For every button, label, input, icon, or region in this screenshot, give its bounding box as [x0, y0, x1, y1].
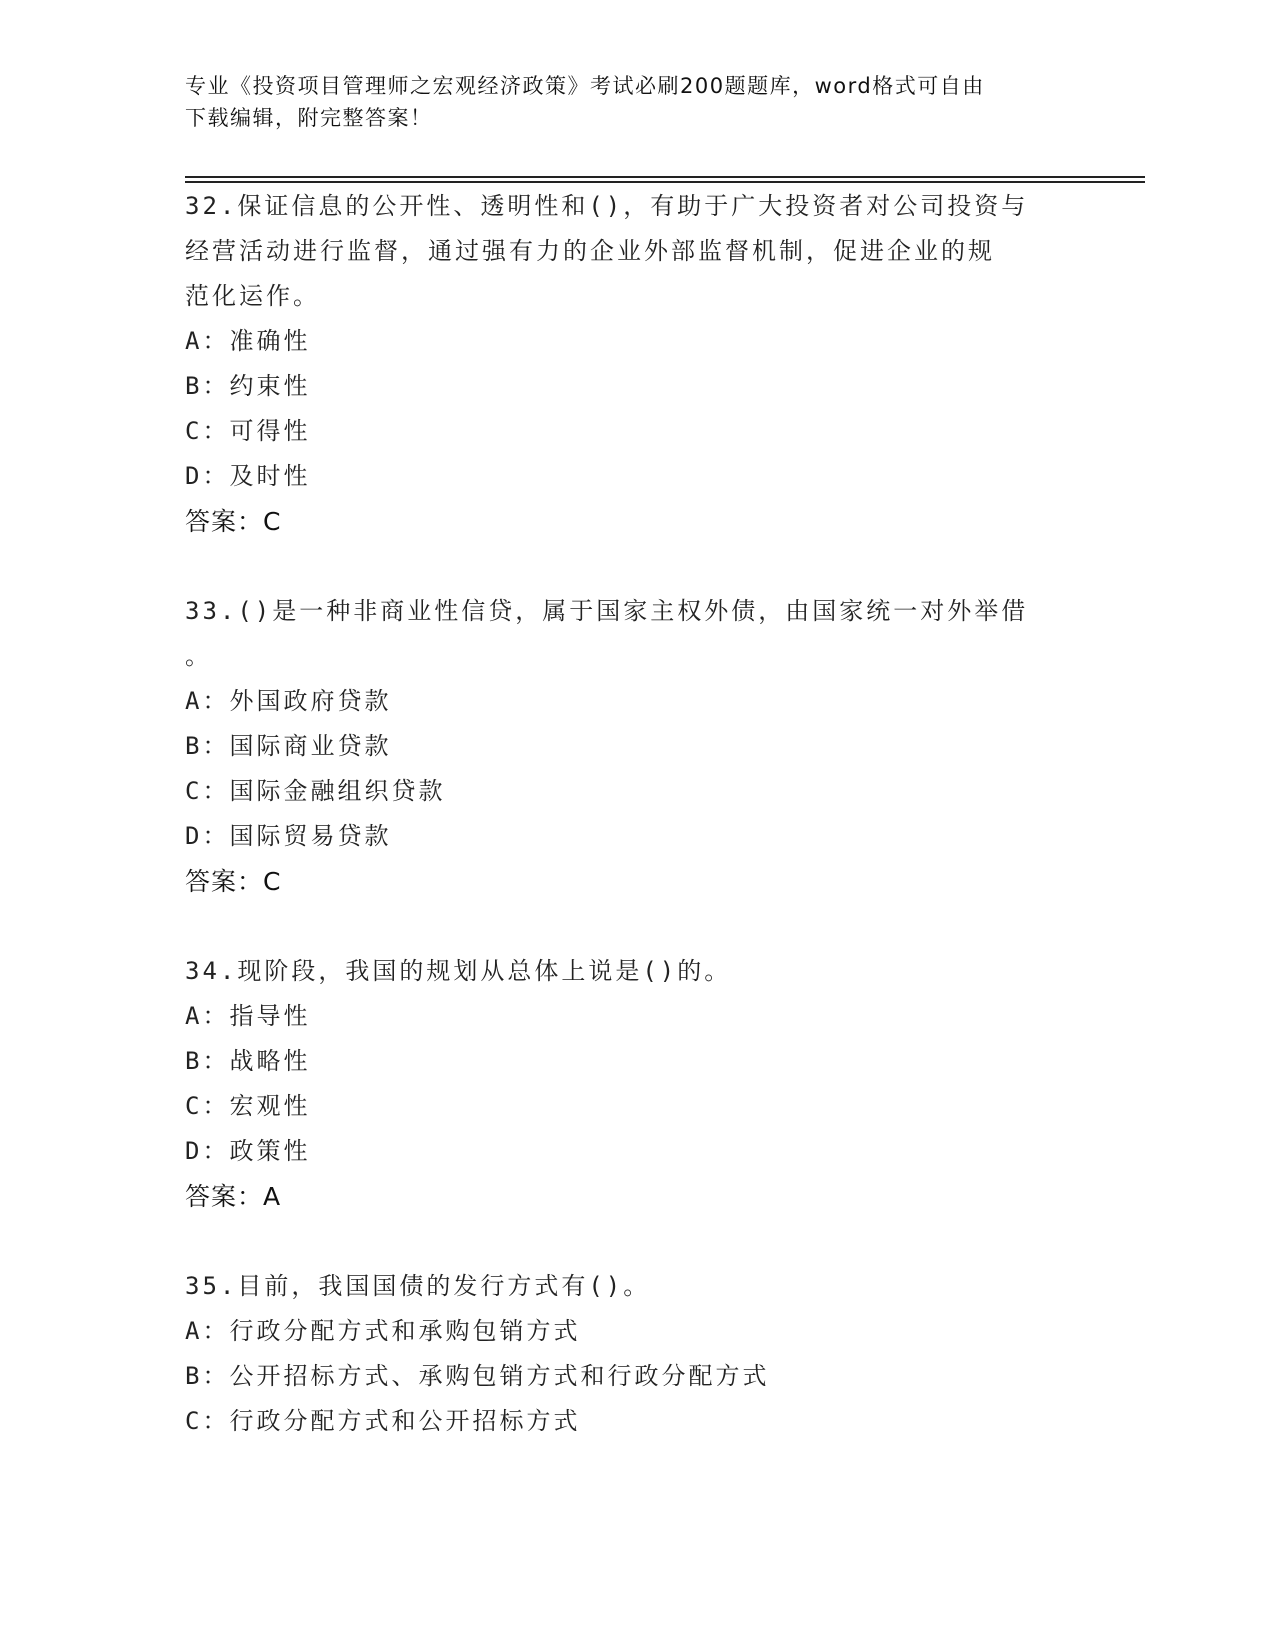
- document-header: [185, 70, 1065, 134]
- answer: 答案：C: [185, 867, 282, 896]
- option-b: B：公开招标方式、承购包销方式和行政分配方式: [185, 1362, 770, 1390]
- question-stem-line: 34.现阶段，我国的规划从总体上说是()的。: [185, 957, 732, 985]
- answer: 答案：C: [185, 507, 282, 536]
- option-c: C：行政分配方式和公开招标方式: [185, 1407, 581, 1435]
- header-divider-bottom: [185, 181, 1145, 183]
- header-divider-top: [185, 176, 1145, 178]
- header-line-2: 下载编辑，附完整答案！: [185, 106, 433, 130]
- option-d: D：政策性: [185, 1137, 311, 1165]
- answer: 答案：A: [185, 1182, 282, 1211]
- question-stem-line: 。: [185, 642, 212, 670]
- question-list: [185, 184, 1085, 1444]
- option-b: B：约束性: [185, 372, 311, 400]
- option-d: D：及时性: [185, 462, 311, 490]
- question-32: [185, 184, 1085, 545]
- option-a: A：准确性: [185, 327, 311, 355]
- option-b: B：国际商业贷款: [185, 732, 392, 760]
- question-stem-line: 33.()是一种非商业性信贷，属于国家主权外债，由国家统一对外举借: [185, 597, 1029, 625]
- option-a: A：外国政府贷款: [185, 687, 392, 715]
- header-line-1: 专业《投资项目管理师之宏观经济政策》考试必刷200题题库，word格式可自由: [185, 74, 985, 98]
- question-stem-line: 32.保证信息的公开性、透明性和()，有助于广大投资者对公司投资与: [185, 192, 1029, 220]
- option-d: D：国际贸易贷款: [185, 822, 392, 850]
- option-c: C：宏观性: [185, 1092, 311, 1120]
- option-c: C：可得性: [185, 417, 311, 445]
- question-34: [185, 949, 1085, 1220]
- option-a: A：指导性: [185, 1002, 311, 1030]
- option-a: A：行政分配方式和承购包销方式: [185, 1317, 581, 1345]
- option-c: C：国际金融组织贷款: [185, 777, 446, 805]
- option-b: B：战略性: [185, 1047, 311, 1075]
- question-35: [185, 1264, 1085, 1444]
- question-stem-line: 经营活动进行监督，通过强有力的企业外部监督机制，促进企业的规: [185, 237, 995, 265]
- question-stem-line: 范化运作。: [185, 282, 320, 310]
- question-33: [185, 589, 1085, 905]
- question-stem-line: 35.目前，我国国债的发行方式有()。: [185, 1272, 651, 1300]
